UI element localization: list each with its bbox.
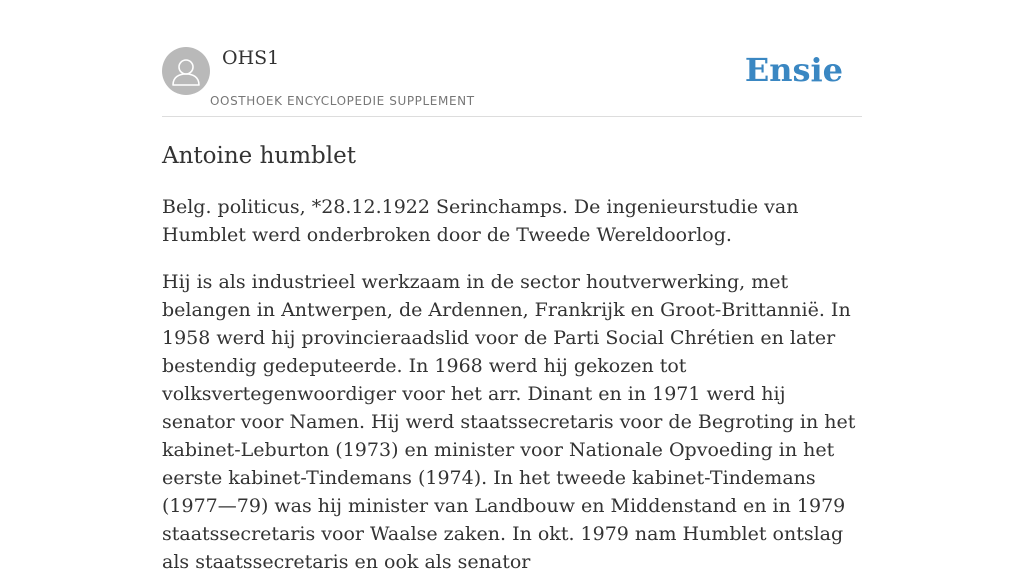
brand-logo[interactable]: Ensie xyxy=(744,51,843,89)
header xyxy=(162,0,862,117)
content-column xyxy=(162,0,862,576)
avatar[interactable] xyxy=(162,47,210,95)
page-title: Antoine humblet xyxy=(162,143,356,169)
article-paragraph: Belg. politicus, *28.12.1922 Serinchamps. De ingenieurstudie van Humblet werd onderbroken door de Tweede Wereldoorlog. xyxy=(162,196,799,246)
source-subtitle[interactable]: OOSTHOEK ENCYCLOPEDIE SUPPLEMENT xyxy=(210,94,475,108)
article-paragraph: Hij is als industrieel werkzaam in de sector houtverwerking, met belangen in Antwerpen, de Ardennen, Frankrijk en Groot-Brittannië. In 1958 werd hij provincieraadslid voor de Parti Social Chrétien en later bestendig gedeputeerde. In 1968 werd hij gekozen tot volksvertegenwoordiger voor het arr. Dinant en in 1971 werd hij senator voor Namen. Hij werd staatssecretaris voor de Begroting in het kabinet-Leburton (1973) en minister voor Nationale Opvoeding in het eerste kabinet-Tindemans (1974). In het tweede kabinet-Tindemans (1977—79) was hij minister van Landbouw en Middenstand en in 1979 staatssecretaris voor Waalse zaken. In okt. 1979 nam Humblet ontslag als staatssecretaris en ook als senator xyxy=(162,271,856,573)
username[interactable]: OHS1 xyxy=(222,47,280,69)
user-icon xyxy=(162,47,210,95)
